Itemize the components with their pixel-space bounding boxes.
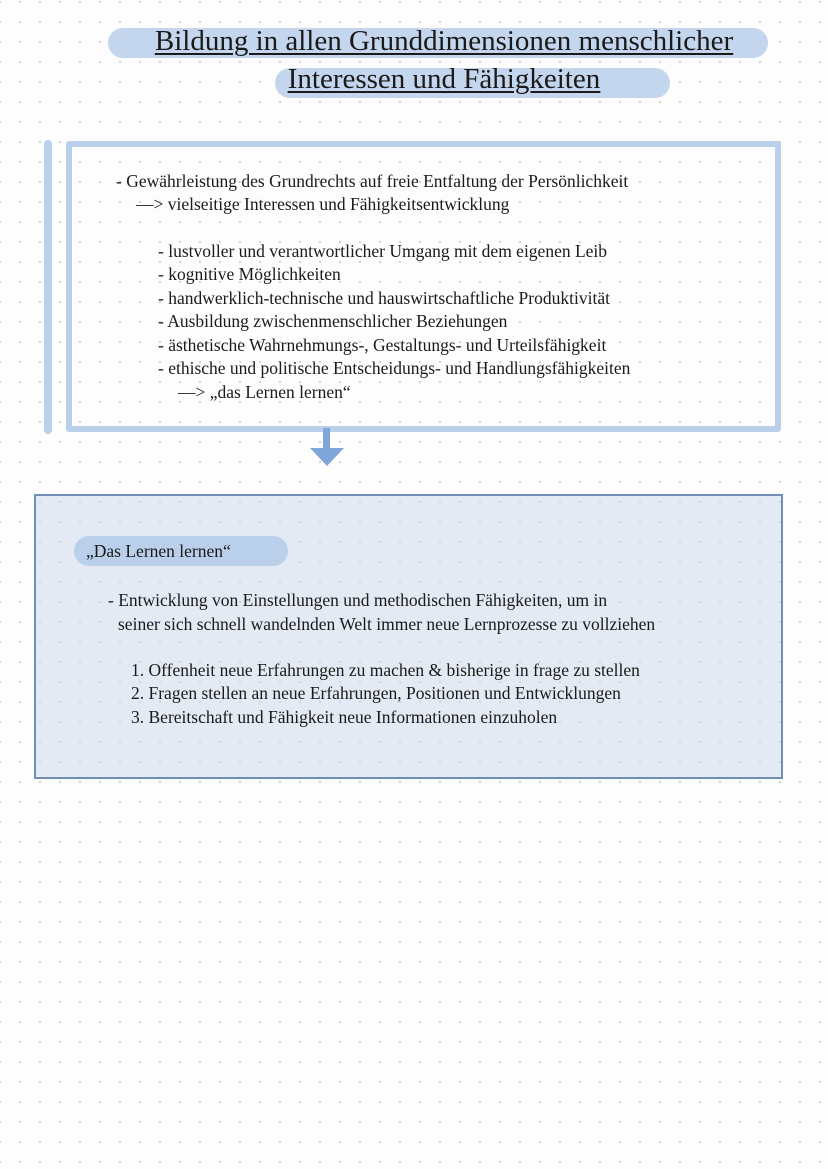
list-item: - ethische und politische Entscheidungs- und Handlungsfähigkeiten (158, 358, 631, 378)
numbered-item: 2. Fragen stellen an neue Erfahrungen, Positionen und Entwicklungen (131, 683, 621, 703)
arrow-point: —> vielseitige Interessen und Fähigkeitsentwicklung (136, 194, 510, 214)
side-accent-bar (44, 140, 52, 434)
down-arrow-icon (310, 448, 344, 466)
down-arrow-shaft (323, 428, 330, 450)
title-line-2: Interessen und Fähigkeiten (287, 63, 601, 95)
list-item: - lustvoller und verantwortlicher Umgang mit dem eigenen Leib (158, 241, 608, 261)
title-line-1: Bildung in allen Grunddimensionen menschlicher (154, 25, 734, 57)
description-line-2: seiner sich schnell wandelnden Welt immer neue Lernprozesse zu vollziehen (118, 614, 656, 634)
list-item: - ästhetische Wahrnehmungs-, Gestaltungs- und Urteilsfähigkeit (158, 335, 607, 355)
conclusion: —> „das Lernen lernen“ (178, 382, 351, 402)
numbered-item: 3. Bereitschaft und Fähigkeit neue Informationen einzuholen (131, 707, 558, 727)
main-point: - Gewährleistung des Grundrechts auf freie Entfaltung der Persönlichkeit (116, 171, 629, 191)
list-item: - Ausbildung zwischenmenschlicher Beziehungen (158, 311, 508, 331)
section-heading: „Das Lernen lernen“ (86, 541, 231, 561)
numbered-item: 1. Offenheit neue Erfahrungen zu machen & bisherige in frage zu stellen (131, 660, 640, 680)
list-item: - handwerklich-technische und hauswirtschaftliche Produktivität (158, 288, 610, 308)
list-item: - kognitive Möglichkeiten (158, 264, 341, 284)
description-line-1: - Entwicklung von Einstellungen und methodischen Fähigkeiten, um in (108, 590, 608, 610)
page-title (0, 22, 828, 98)
